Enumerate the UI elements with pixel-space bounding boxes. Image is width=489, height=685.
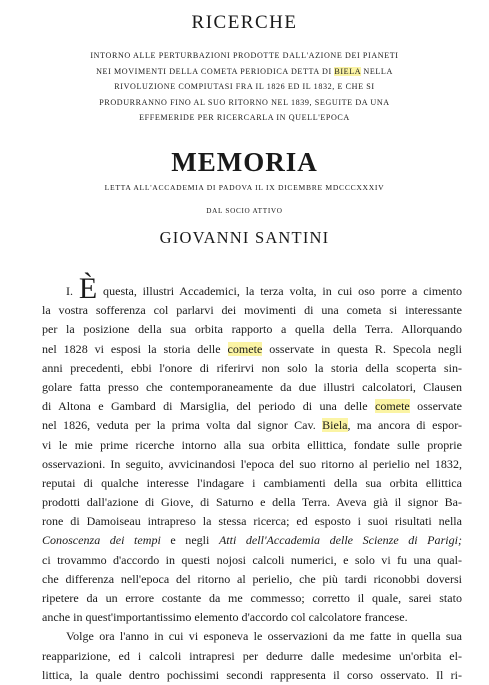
section-number: I. <box>66 284 74 298</box>
paragraph-1-line-3: per la posizione della sua orbita rapporto a quella della Terra. Allorquando <box>42 322 462 337</box>
paragraph-1-line-6: golare fatta presso che contemporaneamente da due illustri calcolatori, Clausen <box>42 379 462 394</box>
paragraph-1-line-13: rone di Damoiseau intrapreso la stessa ricerca; ed esposto i suoi risultati nella <box>42 514 462 529</box>
paragraph-1-line-7: di Altona e Gambard di Marsiglia, del periodo di una delle comete osservate <box>42 399 462 414</box>
title: RICERCHE <box>191 12 298 33</box>
drop-cap: È <box>78 272 98 305</box>
member-line: DAL SOCIO ATTIVO <box>206 207 283 215</box>
paragraph-2-line-3: littica, la quale dentro pochissimi secondi rappresenta il corso osservato. Il ri- <box>42 667 462 682</box>
paragraph-1-line-10: osservazioni. In seguito, avvicinandosi l'epoca del suo ritorno al perielio nel 1832, <box>42 456 462 471</box>
paragraph-1-line-16: che differenza nell'epoca del ritorno al perielio, che più tardi riconobbi doversi <box>42 571 462 586</box>
italic-title: Conoscenza dei tempi <box>42 533 161 548</box>
paragraph-1-line-15: ci trovammo d'accordo in questi nojosi calcoli numerici, e solo vi fu una qual- <box>42 552 462 567</box>
paragraph-1-line-8: nel 1826, veduta per la prima volta dal signor Cav. Biela, ma ancora di espor- <box>42 418 462 433</box>
read-line: LETTA ALL'ACCADEMIA DI PADOVA IL IX DICEMBRE MDCCCXXXIV <box>104 183 385 192</box>
subtitle-line-4: PRODURRANNO FINO AL SUO RITORNO NEL 1839, SEGUITE DA UNA <box>99 97 390 107</box>
heading: MEMORIA <box>171 147 318 177</box>
body-text <box>42 272 462 685</box>
italic-title: Atti dell'Accademia delle Scienze di Parigi; <box>218 533 462 548</box>
highlight-biela: BIELA <box>334 66 361 76</box>
author: GIOVANNI SANTINI <box>159 228 330 247</box>
paragraph-1-line-12: prodotti dall'azione di Giove, di Saturno e della Terra. Aveva già il signor Ba- <box>42 495 462 510</box>
paragraph-1-line-18: anche in quest'importantissimo elemento d'accordo col calcolatore francese. <box>42 610 408 625</box>
paragraph-1-line-11: reputai di qualche interesse l'indagare i cambiamenti della sua orbita ellittica <box>42 475 462 490</box>
paragraph-1-line-17: ripetere da un errore costante da me commesso; corretto il quale, sarei stato <box>42 591 462 605</box>
subtitle-line-3: RIVOLUZIONE COMPIUTASI FRA IL 1826 ED IL 1832, E CHE SI <box>114 82 375 92</box>
subtitle <box>62 48 427 126</box>
subtitle-line-2: NEI MOVIMENTI DELLA COMETA PERIODICA DETTA DI BIELA NELLA <box>96 66 393 76</box>
highlight-comete: comete <box>227 341 263 356</box>
subtitle-line-5: EFFEMERIDE PER RICERCARLA IN QUELL'EPOCA <box>139 113 350 123</box>
paragraph-1-line-2: la vostra sofferenza col parlarvi dei movimenti di una cometa si interessante <box>42 303 462 318</box>
paragraph-1-line-9: vi le mie prime ricerche intorno alla sua orbita ellittica, fondate sulle proprie <box>42 437 462 452</box>
paragraph-2-line-2: reapparizione, ed i calcoli intrapresi per dedurre dalle medesime un'orbita el- <box>42 648 462 663</box>
highlight-comete: comete <box>375 399 410 414</box>
paragraph-1-line-4: nel 1828 vi esposi la storia delle comete osservate in questa R. Specola negli <box>42 341 462 356</box>
paragraph-1-line-5: anni precedenti, ebbi l'onore di riferirvi non solo la storia della scoperta sin- <box>42 360 462 375</box>
paragraph-1-line-14: Conoscenza dei tempi e negli Atti dell'Accademia delle Scienze di Parigi; <box>42 533 462 548</box>
paragraph-2-line-1: Volge ora l'anno in cui vi esponeva le osservazioni da me fatte in quella sua <box>66 629 462 644</box>
subtitle-line-1: INTORNO ALLE PERTURBAZIONI PRODOTTE DALL'AZIONE DEI PIANETI <box>90 51 399 60</box>
paragraph-1-line-1: I. È questa, illustri Accademici, la terza volta, in cui oso porre a cimento <box>66 272 462 305</box>
highlight-biela: Biela <box>322 418 348 433</box>
